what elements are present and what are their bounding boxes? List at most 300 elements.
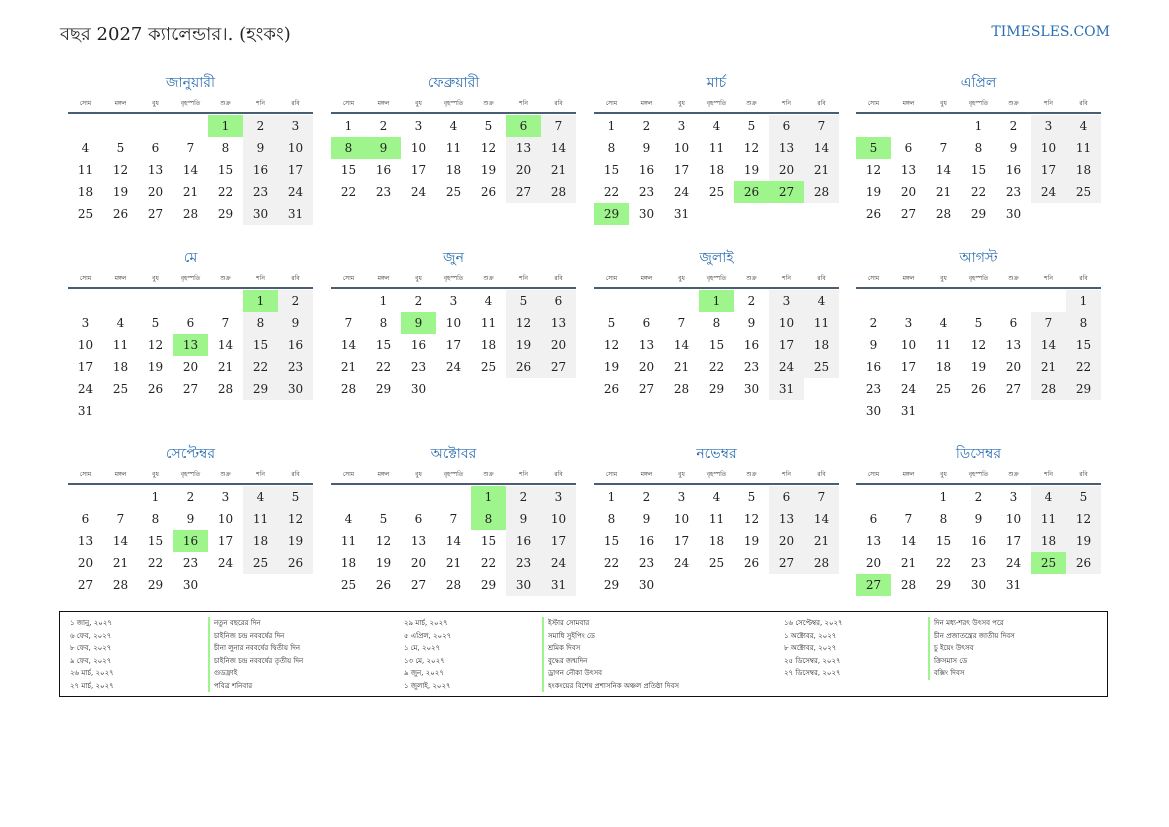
day-cell: 19 — [506, 334, 541, 356]
day-cell: 17 — [410, 163, 427, 177]
weekday-label: সোম — [342, 100, 355, 107]
weekday-label: বৃহস্পতি — [968, 275, 989, 282]
month-name: সেপ্টেম্বর — [165, 446, 216, 462]
empty-cell — [68, 290, 103, 312]
day-cell: 13 — [769, 137, 804, 159]
day-cell: 29 — [970, 207, 987, 221]
weekday-label: রবি — [291, 100, 300, 107]
header-rule — [856, 483, 1101, 485]
day-cell: 6 — [769, 115, 804, 137]
empty-cell — [401, 486, 436, 508]
day-cell: 21 — [340, 360, 357, 374]
empty-cell — [594, 290, 629, 312]
weekday-label: বুধ — [678, 275, 685, 282]
empty-cell — [68, 115, 103, 137]
weekday-label: রবি — [1079, 275, 1088, 282]
day-cell: 8 — [379, 316, 388, 330]
day-cell: 23 — [410, 360, 427, 374]
day-cell: 3 — [541, 486, 576, 508]
day-cell: 30 — [970, 578, 987, 592]
day-cell: 10 — [1005, 512, 1022, 526]
empty-cell — [331, 290, 366, 312]
weekday-label: বৃহস্পতি — [968, 471, 989, 478]
day-cell: 9 — [747, 316, 756, 330]
day-cell: 20 — [410, 556, 427, 570]
day-cell: 25 — [1066, 181, 1101, 203]
weekday-header — [331, 95, 576, 112]
day-grid — [68, 486, 313, 596]
month-7 — [594, 248, 839, 400]
day-cell: 18 — [340, 556, 357, 570]
day-cell: 15 — [217, 163, 234, 177]
day-cell: 19 — [1066, 530, 1101, 552]
day-cell: 18 — [445, 163, 462, 177]
legend-date: ২৭ ডিসেম্বর, ২০২৭ — [784, 669, 841, 677]
day-cell: 9 — [243, 137, 278, 159]
month-11 — [594, 444, 839, 596]
day-cell: 18 — [112, 360, 129, 374]
weekday-label: রবি — [554, 100, 563, 107]
day-cell: 26 — [743, 556, 760, 570]
empty-cell — [926, 115, 961, 137]
day-cell: 23 — [506, 552, 541, 574]
month-name: মে — [183, 250, 198, 266]
day-cell: 18 — [935, 360, 952, 374]
day-cell: 18 — [708, 534, 725, 548]
day-cell: 22 — [243, 356, 278, 378]
day-cell: 27 — [410, 578, 427, 592]
holiday-day-cell: 5 — [856, 137, 891, 159]
weekday-label: বৃহস্পতি — [443, 471, 464, 478]
day-cell: 7 — [804, 115, 839, 137]
day-cell: 24 — [673, 556, 690, 570]
weekday-header — [68, 270, 313, 287]
day-cell: 2 — [642, 490, 651, 504]
day-cell: 15 — [147, 534, 164, 548]
day-cell: 18 — [77, 185, 94, 199]
day-cell: 7 — [677, 316, 686, 330]
month-9 — [68, 444, 313, 596]
holiday-day-cell: 29 — [594, 203, 629, 225]
holiday-day-cell: 6 — [506, 115, 541, 137]
weekday-label: মঙ্গল — [377, 275, 390, 282]
month-2 — [331, 73, 576, 203]
weekday-label: বুধ — [415, 471, 422, 478]
day-cell: 28 — [340, 382, 357, 396]
month-name: অক্টোবর — [430, 446, 477, 462]
day-cell: 25 — [243, 552, 278, 574]
month-10 — [331, 444, 576, 596]
weekday-label: বুধ — [415, 100, 422, 107]
day-cell: 9 — [1009, 141, 1018, 155]
day-cell: 12 — [1066, 508, 1101, 530]
weekday-label: শনি — [519, 471, 528, 478]
day-cell: 8 — [1066, 312, 1101, 334]
day-cell: 25 — [340, 578, 357, 592]
day-cell: 18 — [1066, 159, 1101, 181]
empty-cell — [629, 290, 664, 312]
day-cell: 12 — [278, 508, 313, 530]
weekday-label: মঙ্গল — [640, 275, 653, 282]
weekday-label: রবি — [1079, 471, 1088, 478]
legend-holiday: সমাধি সুইপিং ডে — [548, 631, 595, 640]
site-link[interactable]: TIMESLES.COM — [991, 24, 1110, 40]
weekday-label: রবি — [817, 100, 826, 107]
day-cell: 18 — [804, 334, 839, 356]
day-cell: 17 — [673, 163, 690, 177]
day-cell: 3 — [449, 294, 458, 308]
day-cell: 30 — [506, 574, 541, 596]
day-cell: 5 — [607, 316, 616, 330]
weekday-label: মঙ্গল — [114, 100, 127, 107]
month-4 — [856, 73, 1101, 225]
day-cell: 11 — [340, 534, 357, 548]
day-cell: 26 — [147, 382, 164, 396]
day-cell: 7 — [1031, 312, 1066, 334]
day-grid — [331, 290, 576, 400]
day-cell: 4 — [243, 486, 278, 508]
header-rule — [594, 483, 839, 485]
day-cell: 16 — [743, 338, 760, 352]
holiday-day-cell: 1 — [208, 115, 243, 137]
legend-date: ১৩ মে, ২০২৭ — [404, 656, 445, 665]
month-name: জুন — [443, 250, 464, 266]
legend-holiday: ইস্টার সোমবার — [548, 619, 590, 627]
empty-cell — [996, 290, 1031, 312]
day-cell: 1 — [151, 490, 160, 504]
day-cell: 23 — [638, 556, 655, 570]
day-cell: 16 — [638, 534, 655, 548]
day-cell: 27 — [541, 356, 576, 378]
day-cell: 21 — [673, 360, 690, 374]
day-cell: 28 — [445, 578, 462, 592]
day-cell: 18 — [480, 338, 497, 352]
month-5 — [68, 248, 313, 422]
weekday-label: বুধ — [940, 275, 947, 282]
day-cell: 1 — [1066, 290, 1101, 312]
day-cell: 21 — [804, 159, 839, 181]
weekday-label: রবি — [817, 275, 826, 282]
weekday-label: সোম — [79, 471, 92, 478]
weekday-label: বৃহস্পতি — [706, 471, 727, 478]
day-cell: 5 — [1066, 486, 1101, 508]
day-cell: 21 — [935, 185, 952, 199]
day-cell: 14 — [900, 534, 917, 548]
day-cell: 2 — [186, 490, 195, 504]
day-cell: 27 — [1005, 382, 1022, 396]
day-cell: 14 — [804, 508, 839, 530]
empty-cell — [961, 290, 996, 312]
day-cell: 27 — [900, 207, 917, 221]
legend-date: ৮ অক্টোবর, ২০২৭ — [784, 644, 837, 652]
day-cell: 15 — [1066, 334, 1101, 356]
month-3 — [594, 73, 839, 225]
day-cell: 29 — [708, 382, 725, 396]
day-grid — [856, 115, 1101, 225]
weekday-label: শুক্র — [483, 275, 494, 282]
day-cell: 11 — [935, 338, 952, 352]
day-cell: 25 — [708, 185, 725, 199]
day-cell: 6 — [541, 290, 576, 312]
empty-cell — [891, 290, 926, 312]
month-12 — [856, 444, 1101, 596]
day-cell: 29 — [1066, 378, 1101, 400]
empty-cell — [926, 290, 961, 312]
weekday-label: মঙ্গল — [902, 471, 915, 478]
day-cell: 16 — [865, 360, 882, 374]
day-cell: 25 — [77, 207, 94, 221]
day-cell: 15 — [970, 163, 987, 177]
day-cell: 31 — [77, 404, 94, 418]
legend-date: ১ জুলাই, ২০২৭ — [404, 681, 451, 690]
day-cell: 13 — [77, 534, 94, 548]
day-cell: 22 — [603, 556, 620, 570]
day-cell: 12 — [603, 338, 620, 352]
day-cell: 22 — [147, 556, 164, 570]
day-cell: 11 — [1031, 508, 1066, 530]
legend-date: ৮ ফেব, ২০২৭ — [70, 644, 112, 652]
day-cell: 2 — [278, 290, 313, 312]
day-cell: 21 — [804, 530, 839, 552]
day-cell: 28 — [112, 578, 129, 592]
legend-col-2-dates — [404, 617, 451, 692]
day-cell: 20 — [769, 159, 804, 181]
day-cell: 27 — [769, 552, 804, 574]
day-cell: 10 — [217, 512, 234, 526]
month-6 — [331, 248, 576, 400]
day-grid — [331, 486, 576, 596]
day-cell: 20 — [638, 360, 655, 374]
day-cell: 15 — [603, 534, 620, 548]
day-cell: 22 — [970, 185, 987, 199]
empty-cell — [891, 486, 926, 508]
day-cell: 15 — [480, 534, 497, 548]
day-cell: 7 — [221, 316, 230, 330]
day-cell: 22 — [217, 185, 234, 199]
day-cell: 13 — [900, 163, 917, 177]
empty-cell — [138, 115, 173, 137]
day-cell: 25 — [708, 556, 725, 570]
day-cell: 30 — [743, 382, 760, 396]
day-cell: 20 — [1005, 360, 1022, 374]
header-rule — [594, 112, 839, 114]
header-rule — [331, 112, 576, 114]
day-cell: 11 — [243, 508, 278, 530]
day-cell: 10 — [1031, 137, 1066, 159]
day-cell: 18 — [1031, 530, 1066, 552]
day-cell: 14 — [541, 137, 576, 159]
day-cell: 18 — [708, 163, 725, 177]
weekday-label: শনি — [1044, 100, 1053, 107]
day-cell: 6 — [186, 316, 195, 330]
day-cell: 20 — [541, 334, 576, 356]
weekday-label: রবি — [291, 275, 300, 282]
day-cell: 21 — [1031, 356, 1066, 378]
legend-col-3-dates — [784, 617, 843, 680]
day-cell: 23 — [278, 356, 313, 378]
empty-cell — [891, 115, 926, 137]
legend-date: ১৬ সেপ্টেম্বর, ২০২৭ — [784, 619, 843, 627]
day-cell: 30 — [278, 378, 313, 400]
day-cell: 19 — [970, 360, 987, 374]
day-cell: 13 — [769, 508, 804, 530]
weekday-label: শনি — [1044, 471, 1053, 478]
weekday-label: সোম — [79, 275, 92, 282]
weekday-label: রবি — [554, 471, 563, 478]
day-cell: 23 — [375, 185, 392, 199]
weekday-label: শুক্র — [220, 100, 231, 107]
day-cell: 17 — [217, 534, 234, 548]
weekday-label: শনি — [1044, 275, 1053, 282]
legend-holiday: চু ইয়েং উৎসব — [934, 644, 974, 652]
day-cell: 19 — [480, 163, 497, 177]
month-name: নভেম্বর — [696, 446, 737, 462]
day-cell: 3 — [221, 490, 230, 504]
day-cell: 17 — [769, 334, 804, 356]
day-cell: 4 — [1066, 115, 1101, 137]
weekday-label: শুক্র — [746, 471, 757, 478]
weekday-header — [594, 270, 839, 287]
header-rule — [68, 287, 313, 289]
day-cell: 13 — [410, 534, 427, 548]
day-cell: 8 — [221, 141, 230, 155]
day-cell: 20 — [865, 556, 882, 570]
day-cell: 21 — [182, 185, 199, 199]
day-cell: 31 — [673, 207, 690, 221]
day-cell: 5 — [151, 316, 160, 330]
day-cell: 30 — [182, 578, 199, 592]
empty-cell — [103, 290, 138, 312]
day-cell: 25 — [804, 356, 839, 378]
holiday-day-cell: 1 — [699, 290, 734, 312]
weekday-header — [68, 95, 313, 112]
day-cell: 14 — [112, 534, 129, 548]
day-cell: 6 — [1009, 316, 1018, 330]
day-cell: 20 — [147, 185, 164, 199]
day-grid — [856, 290, 1101, 422]
day-cell: 12 — [112, 163, 129, 177]
day-cell: 20 — [900, 185, 917, 199]
empty-cell — [856, 290, 891, 312]
day-cell: 13 — [1005, 338, 1022, 352]
day-grid — [68, 115, 313, 225]
holiday-day-cell: 25 — [1031, 552, 1066, 574]
weekday-label: শুক্র — [1008, 275, 1019, 282]
header-rule — [331, 483, 576, 485]
day-cell: 10 — [673, 512, 690, 526]
day-cell: 24 — [769, 356, 804, 378]
legend-holiday: ড্রাগন নৌকা উৎসব — [548, 669, 603, 677]
day-cell: 3 — [677, 119, 686, 133]
day-cell: 9 — [869, 338, 878, 352]
day-cell: 4 — [804, 290, 839, 312]
day-cell: 11 — [708, 141, 725, 155]
legend-holiday: শ্রমিক দিবস — [548, 644, 581, 652]
day-cell: 28 — [541, 181, 576, 203]
day-cell: 19 — [865, 185, 882, 199]
legend-date: ১ মে, ২০২৭ — [404, 644, 441, 652]
day-cell: 24 — [217, 556, 234, 570]
day-cell: 6 — [414, 512, 423, 526]
day-cell: 12 — [970, 338, 987, 352]
day-cell: 11 — [445, 141, 462, 155]
day-cell: 5 — [379, 512, 388, 526]
day-cell: 19 — [147, 360, 164, 374]
day-cell: 28 — [804, 181, 839, 203]
day-cell: 7 — [449, 512, 458, 526]
weekday-header — [594, 466, 839, 483]
day-cell: 14 — [1031, 334, 1066, 356]
day-grid — [68, 290, 313, 422]
day-cell: 29 — [935, 578, 952, 592]
day-cell: 8 — [974, 141, 983, 155]
day-cell: 31 — [541, 574, 576, 596]
day-cell: 15 — [708, 338, 725, 352]
day-cell: 23 — [970, 556, 987, 570]
weekday-label: শনি — [519, 100, 528, 107]
legend-holiday: নতুন বছরের দিন — [214, 619, 261, 627]
weekday-label: সোম — [867, 100, 880, 107]
day-cell: 5 — [974, 316, 983, 330]
day-cell: 14 — [804, 137, 839, 159]
day-cell: 21 — [217, 360, 234, 374]
day-cell: 29 — [375, 382, 392, 396]
day-grid — [594, 290, 839, 400]
day-cell: 26 — [375, 578, 392, 592]
day-cell: 7 — [344, 316, 353, 330]
day-cell: 26 — [480, 185, 497, 199]
day-cell: 15 — [603, 163, 620, 177]
weekday-label: বৃহস্পতি — [443, 275, 464, 282]
weekday-header — [856, 270, 1101, 287]
weekday-label: বুধ — [152, 275, 159, 282]
legend-holiday: হংকংয়ের বিশেষ প্রশাসনিক অঞ্চল প্রতিষ্ঠা দিবস — [548, 681, 679, 690]
weekday-label: মঙ্গল — [377, 471, 390, 478]
day-cell: 2 — [414, 294, 423, 308]
day-cell: 22 — [935, 556, 952, 570]
day-cell: 24 — [1005, 556, 1022, 570]
day-cell: 8 — [243, 312, 278, 334]
day-cell: 30 — [410, 382, 427, 396]
day-cell: 10 — [541, 508, 576, 530]
month-name: আগস্ট — [959, 250, 998, 266]
day-cell: 31 — [769, 378, 804, 400]
weekday-label: মঙ্গল — [640, 471, 653, 478]
weekday-label: রবি — [554, 275, 563, 282]
day-cell: 6 — [151, 141, 160, 155]
month-name: মার্চ — [706, 75, 727, 91]
day-cell: 26 — [603, 382, 620, 396]
day-cell: 4 — [81, 141, 90, 155]
day-cell: 25 — [112, 382, 129, 396]
day-cell: 13 — [541, 312, 576, 334]
day-cell: 13 — [506, 137, 541, 159]
day-cell: 28 — [804, 552, 839, 574]
empty-cell — [436, 486, 471, 508]
day-cell: 17 — [445, 338, 462, 352]
day-cell: 11 — [112, 338, 129, 352]
day-cell: 25 — [480, 360, 497, 374]
day-cell: 28 — [217, 382, 234, 396]
month-name: জানুয়ারী — [166, 75, 215, 91]
legend-date: ৯ ফেব, ২০২৭ — [70, 656, 112, 665]
day-cell: 29 — [217, 207, 234, 221]
day-cell: 24 — [900, 382, 917, 396]
day-cell: 1 — [607, 119, 616, 133]
weekday-header — [856, 466, 1101, 483]
legend-holiday: চীনা লুনার নববর্ষের দ্বিতীয় দিন — [214, 644, 301, 652]
legend-holiday: গুডফ্রাই — [214, 669, 238, 677]
